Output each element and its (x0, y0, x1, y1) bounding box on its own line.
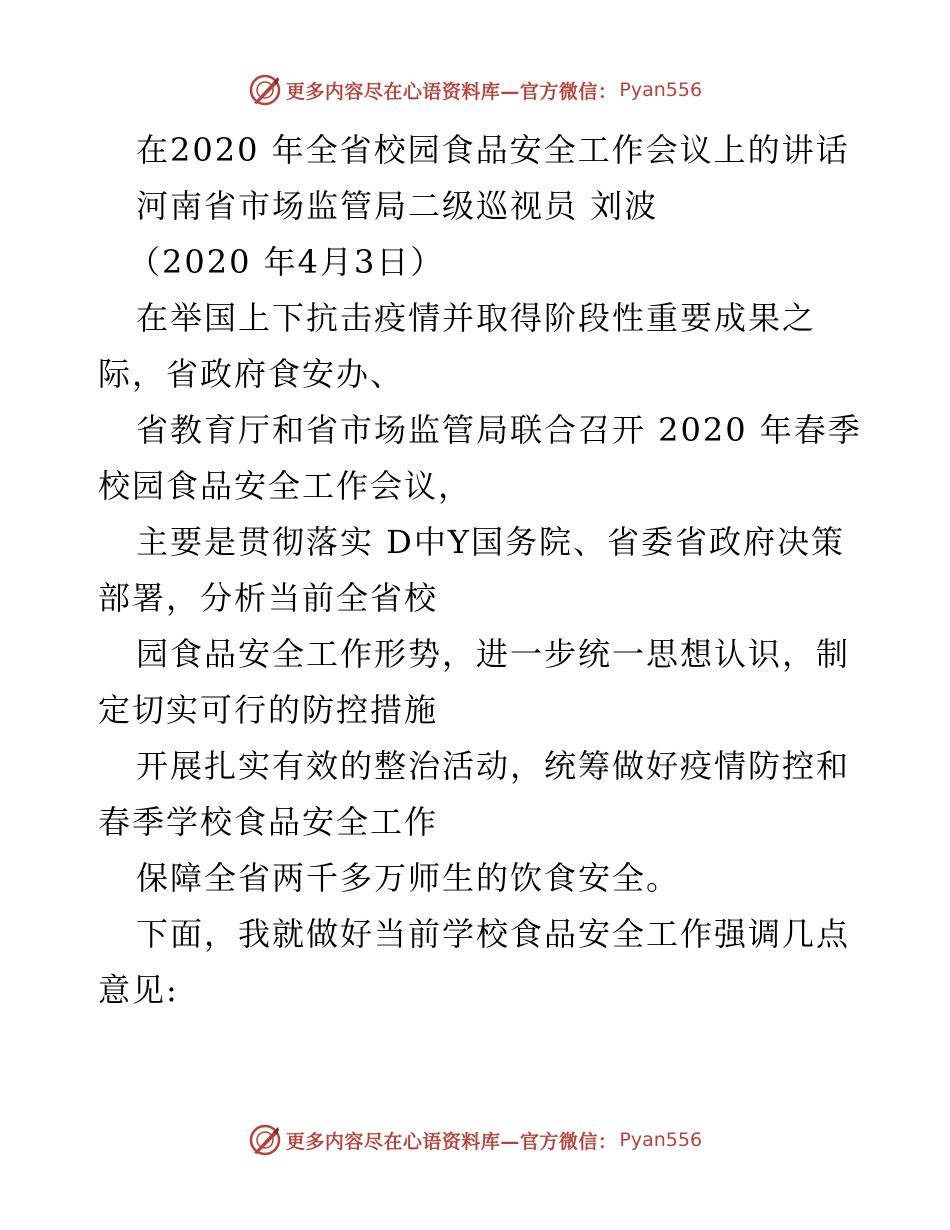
pen-logo-icon (248, 73, 282, 107)
paragraph-line: 主要是贯彻落实 D中Y国务院、省委省政府决策 (136, 523, 845, 561)
document-author: 河南省市场监管局二级巡视员 刘波 (136, 187, 659, 225)
paragraph-line: 在举国上下抗击疫情并取得阶段性重要成果之 (136, 299, 817, 337)
paragraph-line: 开展扎实有效的整治活动，统筹做好疫情防控和 (136, 747, 851, 785)
paragraph-line: 保障全省两千多万师生的饮食安全。 (136, 859, 681, 897)
paragraph-line: 省教育厅和省市场监管局联合召开 2020 年春季 (136, 411, 862, 449)
document-date: （2020 年4月3日） (128, 243, 445, 281)
document-body (98, 122, 862, 1018)
paragraph-line: 意见: (98, 971, 179, 1009)
watermark-id: Pyan556 (619, 79, 703, 101)
watermark-text: 更多内容尽在心语资料库—官方微信： (285, 80, 618, 103)
header-watermark (0, 70, 950, 110)
document-title: 在2020 年全省校园食品安全工作会议上的讲话 (136, 131, 850, 169)
watermark-id: Pyan556 (619, 1129, 703, 1151)
paragraph-line: 定切实可行的防控措施 (98, 691, 439, 729)
paragraph-line: 春季学校食品安全工作 (98, 803, 439, 841)
paragraph-line: 校园食品安全工作会议， (98, 467, 473, 505)
paragraph-line: 园食品安全工作形势，进一步统一思想认识，制 (136, 635, 851, 673)
footer-watermark (0, 1120, 950, 1160)
watermark-text: 更多内容尽在心语资料库—官方微信： (285, 1130, 618, 1153)
paragraph-line: 下面，我就做好当前学校食品安全工作强调几点 (136, 915, 851, 953)
pen-logo-icon (248, 1123, 282, 1157)
paragraph-line: 际，省政府食安办、 (98, 355, 405, 393)
paragraph-line: 部署，分析当前全省校 (98, 579, 439, 617)
